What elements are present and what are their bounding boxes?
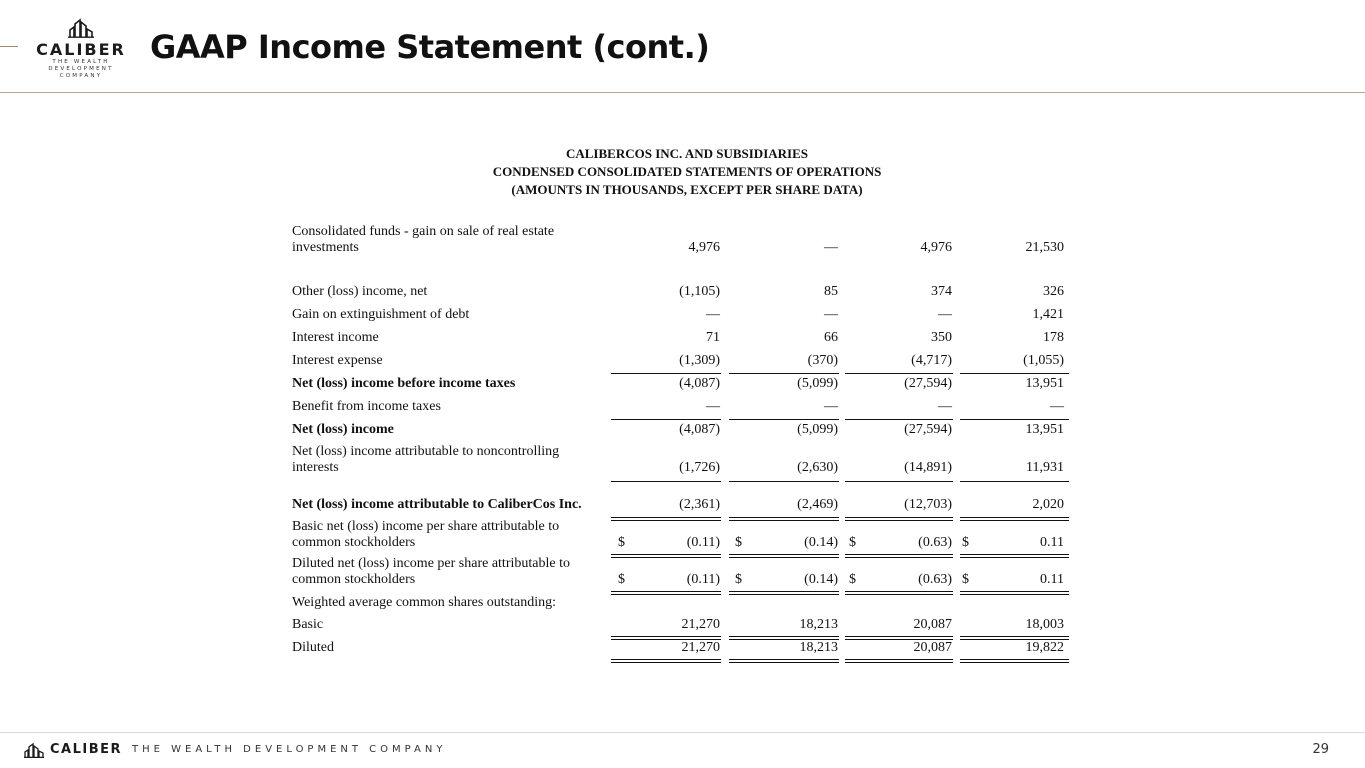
double-rule bbox=[611, 636, 721, 640]
double-rule bbox=[960, 517, 1069, 521]
cell-col3: — bbox=[938, 307, 952, 322]
table-row-interest-income bbox=[292, 330, 1072, 346]
cell-col1: 21,270 bbox=[681, 640, 720, 655]
statement-company: CALIBERCOS INC. AND SUBSIDIARIES bbox=[565, 146, 808, 161]
cell-col3: — bbox=[938, 399, 952, 414]
caliber-logo bbox=[20, 18, 142, 79]
row-label: Diluted bbox=[292, 640, 334, 655]
cell-col4: 326 bbox=[1043, 284, 1064, 299]
cell-col4: — bbox=[1050, 399, 1064, 414]
cell-col2: (5,099) bbox=[797, 376, 838, 391]
double-rule bbox=[845, 517, 953, 521]
cell-col1: (1,309) bbox=[679, 353, 720, 368]
cell-col4: 18,003 bbox=[1025, 617, 1064, 632]
table-row-other-income bbox=[292, 284, 1072, 300]
double-rule bbox=[960, 554, 1069, 558]
currency-symbol: $ bbox=[735, 572, 742, 587]
table-row-interest-expense bbox=[292, 353, 1072, 369]
cell-col1: 4,976 bbox=[688, 240, 720, 255]
single-rule bbox=[729, 419, 839, 420]
cell-col3: (0.63) bbox=[918, 572, 952, 587]
single-rule bbox=[845, 481, 953, 482]
cell-col1: — bbox=[706, 307, 720, 322]
cell-col1: (2,361) bbox=[679, 497, 720, 512]
row-label: Other (loss) income, net bbox=[292, 284, 428, 299]
cell-col2: — bbox=[824, 240, 838, 255]
table-row-benefit-taxes bbox=[292, 399, 1072, 415]
double-rule bbox=[611, 517, 721, 521]
cell-col2: 66 bbox=[824, 330, 838, 345]
logo-tagline bbox=[20, 59, 142, 80]
cell-col3: 20,087 bbox=[913, 617, 952, 632]
cell-col1: (0.11) bbox=[686, 572, 720, 587]
cell-col3: (27,594) bbox=[904, 376, 952, 391]
single-rule bbox=[960, 481, 1069, 482]
cell-col1: — bbox=[706, 399, 720, 414]
cell-col3: 350 bbox=[931, 330, 952, 345]
footer-divider bbox=[0, 732, 1365, 733]
cell-col2: (2,630) bbox=[797, 460, 838, 475]
single-rule bbox=[960, 373, 1069, 374]
cell-col2: (5,099) bbox=[797, 422, 838, 437]
currency-symbol: $ bbox=[962, 535, 969, 550]
row-label: Gain on extinguishment of debt bbox=[292, 307, 470, 322]
single-rule bbox=[611, 373, 721, 374]
cell-col2: — bbox=[824, 399, 838, 414]
row-label: Consolidated funds - gain on sale of real estate investments bbox=[292, 224, 555, 255]
cell-col4: 13,951 bbox=[1025, 376, 1064, 391]
double-rule bbox=[960, 636, 1069, 640]
currency-symbol: $ bbox=[735, 535, 742, 550]
table-row-gain-extinguishment bbox=[292, 307, 1072, 323]
table-row-diluted-eps bbox=[292, 556, 1072, 588]
single-rule bbox=[845, 419, 953, 420]
table-row-basic-eps bbox=[292, 519, 1072, 551]
logo-wordmark: CALIBER bbox=[36, 40, 126, 59]
single-rule bbox=[729, 373, 839, 374]
cell-col2: (0.14) bbox=[804, 572, 838, 587]
cell-col3: (0.63) bbox=[918, 535, 952, 550]
cell-col4: 1,421 bbox=[1032, 307, 1064, 322]
row-label: Interest income bbox=[292, 330, 379, 345]
building-icon bbox=[24, 743, 44, 758]
table-row-weighted-shares-header bbox=[292, 595, 1072, 611]
footer-brand: CALIBER bbox=[50, 742, 123, 757]
table-row-diluted-shares bbox=[292, 640, 1072, 656]
single-rule bbox=[611, 419, 721, 420]
double-rule bbox=[845, 591, 953, 595]
row-label: Net (loss) income bbox=[292, 422, 394, 437]
cell-col4: 19,822 bbox=[1025, 640, 1064, 655]
cell-col4: 0.11 bbox=[1040, 535, 1064, 550]
cell-col3: 20,087 bbox=[913, 640, 952, 655]
currency-symbol: $ bbox=[618, 572, 625, 587]
cell-col1: 21,270 bbox=[681, 617, 720, 632]
footer-tagline: THE WEALTH DEVELOPMENT COMPANY bbox=[132, 744, 447, 755]
row-label: Net (loss) income attributable to noncontrolling interests bbox=[292, 444, 560, 475]
logo-tagline-line-1: THE WEALTH DEVELOPMENT bbox=[48, 59, 114, 72]
cell-col1: (1,726) bbox=[679, 460, 720, 475]
cell-col2: (0.14) bbox=[804, 535, 838, 550]
cell-col2: 18,213 bbox=[799, 617, 838, 632]
double-rule bbox=[960, 591, 1069, 595]
cell-col2: 18,213 bbox=[799, 640, 838, 655]
double-rule bbox=[611, 591, 721, 595]
currency-symbol: $ bbox=[849, 572, 856, 587]
table-row-gain-on-sale bbox=[292, 224, 1072, 256]
cell-col3: (4,717) bbox=[911, 353, 952, 368]
header-accent-rule bbox=[0, 46, 18, 47]
currency-symbol: $ bbox=[849, 535, 856, 550]
table-row-net-before-taxes bbox=[292, 376, 1072, 392]
cell-col4: 13,951 bbox=[1025, 422, 1064, 437]
double-rule bbox=[729, 517, 839, 521]
cell-col2: — bbox=[824, 307, 838, 322]
cell-col4: 11,931 bbox=[1026, 460, 1064, 475]
cell-col1: (4,087) bbox=[679, 422, 720, 437]
cell-col4: 0.11 bbox=[1040, 572, 1064, 587]
single-rule bbox=[960, 419, 1069, 420]
double-rule bbox=[729, 591, 839, 595]
cell-col2: 85 bbox=[824, 284, 838, 299]
logo-tagline-line-2: COMPANY bbox=[59, 73, 103, 79]
page-title: GAAP Income Statement (cont.) bbox=[150, 28, 710, 66]
cell-col3: 4,976 bbox=[920, 240, 952, 255]
cell-col4: 178 bbox=[1043, 330, 1064, 345]
statement-units: (AMOUNTS IN THOUSANDS, EXCEPT PER SHARE DATA) bbox=[511, 182, 863, 197]
table-row-noncontrolling bbox=[292, 444, 1072, 476]
cell-col3: (27,594) bbox=[904, 422, 952, 437]
cell-col4: 21,530 bbox=[1025, 240, 1064, 255]
statement-name: CONDENSED CONSOLIDATED STATEMENTS OF OPERATIONS bbox=[492, 164, 882, 179]
double-rule bbox=[845, 659, 953, 663]
double-rule bbox=[845, 554, 953, 558]
row-label: Net (loss) income before income taxes bbox=[292, 376, 516, 391]
single-rule bbox=[729, 481, 839, 482]
cell-col4: 2,020 bbox=[1032, 497, 1064, 512]
row-label: Net (loss) income attributable to CaliberCos Inc. bbox=[292, 497, 582, 512]
row-label: Diluted net (loss) income per share attributable to common stockholders bbox=[292, 556, 570, 587]
row-label: Basic bbox=[292, 617, 324, 632]
double-rule bbox=[611, 554, 721, 558]
title-divider bbox=[0, 92, 1365, 93]
row-label: Benefit from income taxes bbox=[292, 399, 441, 414]
page-number: 29 bbox=[1312, 742, 1329, 757]
cell-col1: (4,087) bbox=[679, 376, 720, 391]
cell-col3: (14,891) bbox=[904, 460, 952, 475]
double-rule bbox=[611, 659, 721, 663]
statement-header bbox=[372, 145, 1002, 199]
table-row-net-income bbox=[292, 422, 1072, 438]
row-label: Basic net (loss) income per share attributable to common stockholders bbox=[292, 519, 560, 550]
cell-col2: (370) bbox=[807, 353, 838, 368]
cell-col1: 71 bbox=[706, 330, 720, 345]
table-row-attrib-calibercos bbox=[292, 481, 1072, 513]
single-rule bbox=[611, 481, 721, 482]
double-rule bbox=[960, 659, 1069, 663]
double-rule bbox=[729, 659, 839, 663]
cell-col3: (12,703) bbox=[904, 497, 952, 512]
cell-col4: (1,055) bbox=[1023, 353, 1064, 368]
cell-col1: (0.11) bbox=[686, 535, 720, 550]
double-rule bbox=[729, 554, 839, 558]
single-rule bbox=[845, 373, 953, 374]
cell-col1: (1,105) bbox=[679, 284, 720, 299]
cell-col3: 374 bbox=[931, 284, 952, 299]
double-rule bbox=[729, 636, 839, 640]
row-label: Weighted average common shares outstanding: bbox=[292, 595, 557, 610]
row-label: Interest expense bbox=[292, 353, 383, 368]
cell-col2: (2,469) bbox=[797, 497, 838, 512]
double-rule bbox=[845, 636, 953, 640]
building-icon bbox=[68, 18, 94, 38]
currency-symbol: $ bbox=[962, 572, 969, 587]
table-row-basic-shares bbox=[292, 617, 1072, 633]
currency-symbol: $ bbox=[618, 535, 625, 550]
